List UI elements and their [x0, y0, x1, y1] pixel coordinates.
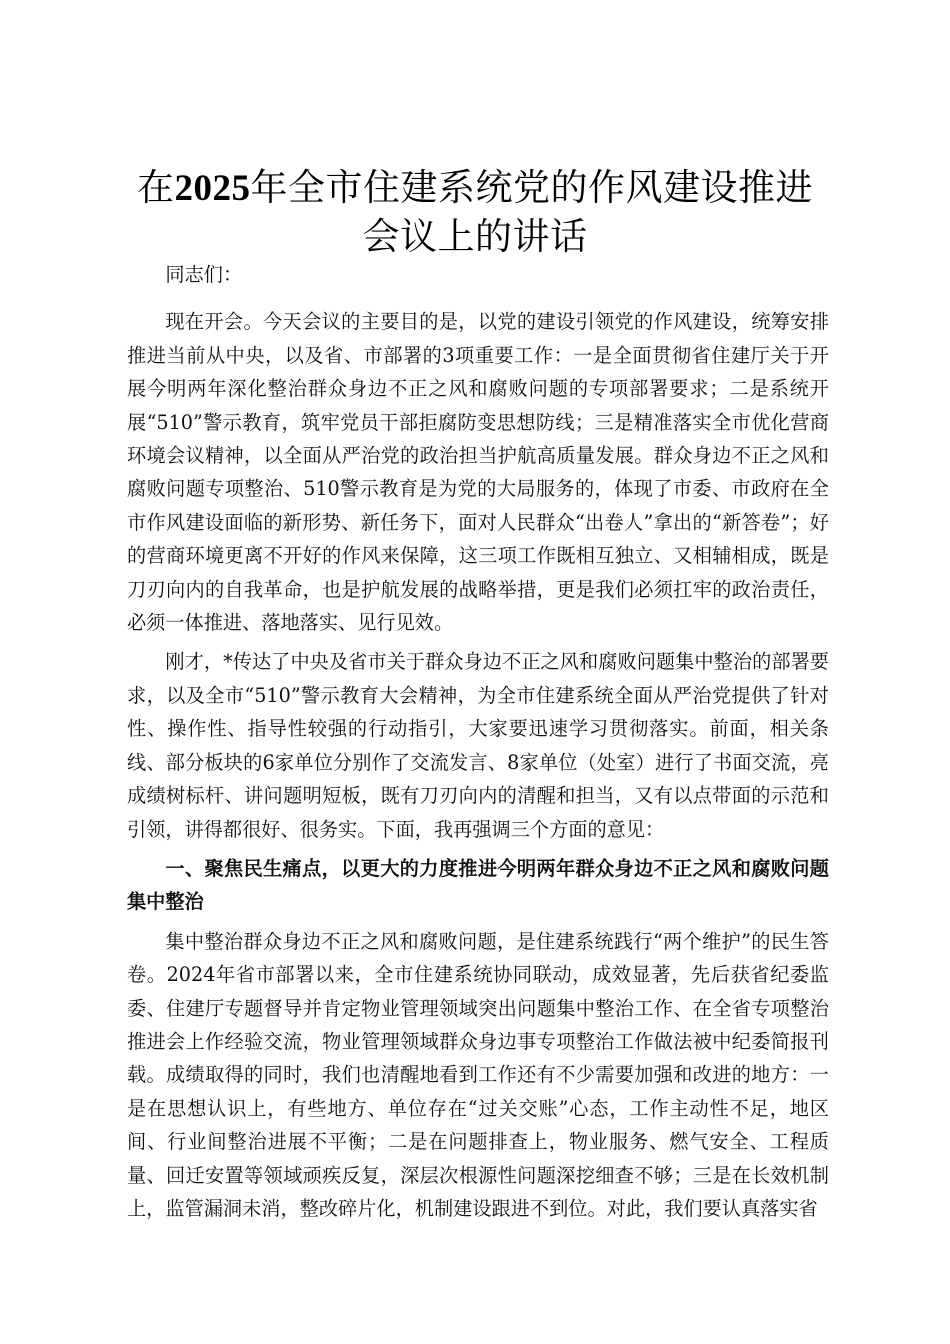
title-year: 2025: [174, 168, 251, 209]
paragraph-2: 刚才，*传达了中央及省市关于群众身边不正之风和腐败问题集中整治的部署要求，以及全市“510”警示教育大会精神，为全市住建系统全面从严治党提供了针对性、操作性、指导性较强的行动指引，大家要迅速学习贯彻落实。前面，相关条线、部分板块的6家单位分别作了交流发言、8家单位（处室）进行了书面交流，亮成绩树标杆、讲问题明短板，既有刀刃向内的清醒和担当，又有以点带面的示范和引领，讲得都很好、很务实。下面，我再强调三个方面的意见：: [127, 650, 829, 841]
section-paragraph: 集中整治群众身边不正之风和腐败问题，是住建系统践行“两个维护”的民生答卷。2024年省市部署以来，全市住建系统协同联动，成效显著，先后获省纪委监委、住建厅专题督导并肯定物业管理领域突出问题集中整治工作、在全省专项整治推进会上作经验交流，物业管理领域群众身边事专项整治工作做法被中纪委简报刊载。成绩取得的同时，我们也清醒地看到工作还有不少需要加强和改进的地方：一是在思想认识上，有些地方、单位存在“过关交账”心态，工作主动性不足，地区间、行业间整治进展不平衡；二是在问题排查上，物业服务、燃气安全、工程质量、回迁安置等领域顽疾反复，深层次根源性问题深挖细查不够；三是在长效机制上，监管漏洞未消，整改碎片化，机制建设跟进不到位。对此，我们要认真落实省: [127, 929, 829, 1220]
title-prefix: 在: [137, 166, 175, 209]
greeting: 同志们：: [165, 263, 243, 286]
document-body: [127, 258, 829, 1231]
page-title: [120, 164, 830, 261]
paragraph-1: 现在开会。今天会议的主要目的是，以党的建设引领党的作风建设，统筹安排推进当前从中央，以及省、市部署的3项重要工作：一是全面贯彻省住建厅关于开展今明两年深化整治群众身边不正之风和腐败问题的专项部署要求；二是系统开展“510”警示教育，筑牢党员干部拒腐防变思想防线；三是精准落实全市优化营商环境会议精神，以全面从严治党的政治担当护航高质量发展。群众身边不正之风和腐败问题专项整治、510警示教育是为党的大局服务的，体现了市委、市政府在全市作风建设面临的新形势、新任务下，面对人民群众“出卷人”拿出的“新答卷”；好的营商环境更离不开好的作风来保障，这三项工作既相互独立、又相辅相成，既是刀刃向内的自我革命，也是护航发展的战略举措，更是我们必须扛牢的政治责任，必须一体推进、落地落实、见行见效。: [127, 310, 829, 635]
title-rest: 年全市住建系统党的作风建设推进会议上的讲话: [250, 166, 813, 258]
section-heading: 一、聚焦民生痛点，以更大的力度推进今明两年群众身边不正之风和腐败问题集中整治: [127, 856, 829, 914]
